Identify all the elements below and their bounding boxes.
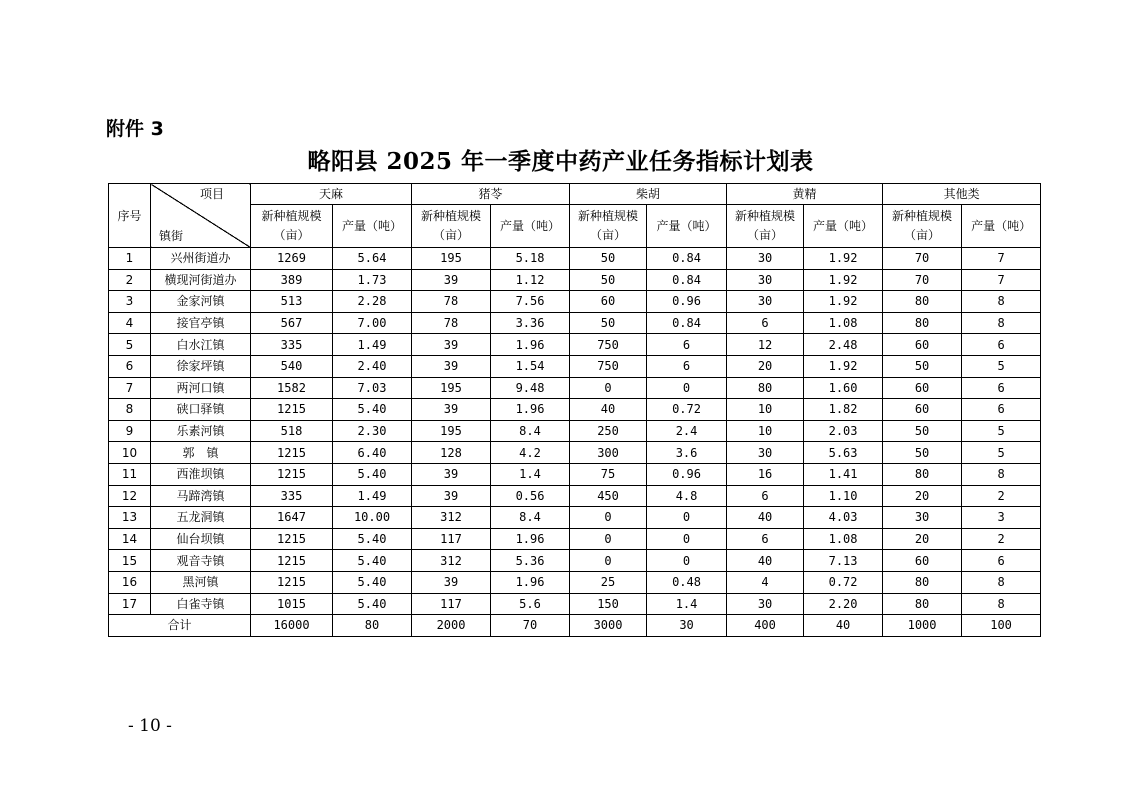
total-label: 合计	[109, 615, 251, 637]
cell-planting-scale: 16	[727, 463, 804, 485]
cell-output: 8	[962, 463, 1041, 485]
cell-output: 7.03	[333, 377, 412, 399]
cell-planting-scale: 50	[883, 442, 962, 464]
cell-output: 1.96	[491, 571, 570, 593]
header-output-tons: 产量（吨）	[962, 205, 1041, 248]
cell-output: 8	[962, 571, 1041, 593]
header-row-crops	[109, 184, 1041, 205]
cell-planting-scale: 0	[570, 507, 647, 529]
row-town: 接官亭镇	[151, 312, 251, 334]
cell-planting-scale: 312	[412, 507, 491, 529]
total-row	[109, 615, 1041, 637]
cell-output: 1.49	[333, 334, 412, 356]
cell-output: 1.10	[804, 485, 883, 507]
row-town: 兴州街道办	[151, 248, 251, 270]
cell-planting-scale: 0	[570, 528, 647, 550]
cell-planting-scale: 39	[412, 399, 491, 421]
cell-planting-scale: 6	[727, 312, 804, 334]
cell-output: 5.63	[804, 442, 883, 464]
cell-planting-scale: 1647	[251, 507, 333, 529]
total-output: 40	[804, 615, 883, 637]
table-row	[109, 377, 1041, 399]
cell-output: 0.56	[491, 485, 570, 507]
cell-planting-scale: 250	[570, 420, 647, 442]
cell-output: 4.8	[647, 485, 727, 507]
cell-planting-scale: 39	[412, 355, 491, 377]
header-new-planting-scale: 新种植规模（亩）	[412, 205, 491, 248]
cell-planting-scale: 1215	[251, 571, 333, 593]
row-town: 西淮坝镇	[151, 463, 251, 485]
cell-output: 3	[962, 507, 1041, 529]
table-row	[109, 248, 1041, 270]
cell-output: 5	[962, 420, 1041, 442]
row-seq: 10	[109, 442, 151, 464]
cell-output: 6	[647, 355, 727, 377]
cell-planting-scale: 78	[412, 312, 491, 334]
header-crop-chaihu: 柴胡	[570, 184, 727, 205]
cell-output: 5	[962, 442, 1041, 464]
cell-output: 0.84	[647, 248, 727, 270]
row-town: 白雀寺镇	[151, 593, 251, 615]
cell-planting-scale: 60	[883, 377, 962, 399]
header-seq: 序号	[109, 184, 151, 248]
cell-planting-scale: 70	[883, 248, 962, 270]
table-row	[109, 291, 1041, 313]
row-town: 郭 镇	[151, 442, 251, 464]
cell-output: 1.49	[333, 485, 412, 507]
cell-planting-scale: 70	[883, 269, 962, 291]
cell-output: 5.40	[333, 571, 412, 593]
cell-planting-scale: 39	[412, 463, 491, 485]
cell-output: 1.54	[491, 355, 570, 377]
header-crop-zhuling: 猪苓	[412, 184, 570, 205]
cell-planting-scale: 80	[883, 463, 962, 485]
header-town: 镇街	[159, 229, 184, 243]
row-seq: 3	[109, 291, 151, 313]
header-new-planting-scale: 新种植规模（亩）	[570, 205, 647, 248]
cell-output: 0.84	[647, 312, 727, 334]
cell-planting-scale: 1215	[251, 399, 333, 421]
cell-output: 1.73	[333, 269, 412, 291]
cell-planting-scale: 60	[883, 550, 962, 572]
table-row	[109, 485, 1041, 507]
cell-output: 5.40	[333, 463, 412, 485]
table-row	[109, 593, 1041, 615]
header-new-planting-scale: 新种植规模（亩）	[727, 205, 804, 248]
cell-output: 1.96	[491, 334, 570, 356]
cell-planting-scale: 540	[251, 355, 333, 377]
row-seq: 5	[109, 334, 151, 356]
cell-planting-scale: 513	[251, 291, 333, 313]
total-planting-scale: 1000	[883, 615, 962, 637]
cell-planting-scale: 4	[727, 571, 804, 593]
cell-planting-scale: 195	[412, 420, 491, 442]
cell-planting-scale: 30	[727, 248, 804, 270]
cell-planting-scale: 750	[570, 355, 647, 377]
cell-output: 7	[962, 248, 1041, 270]
cell-output: 5	[962, 355, 1041, 377]
cell-planting-scale: 195	[412, 377, 491, 399]
cell-output: 6	[647, 334, 727, 356]
cell-output: 7.56	[491, 291, 570, 313]
cell-planting-scale: 10	[727, 420, 804, 442]
cell-planting-scale: 20	[727, 355, 804, 377]
cell-output: 2.03	[804, 420, 883, 442]
header-crop-tianma: 天麻	[251, 184, 412, 205]
row-seq: 8	[109, 399, 151, 421]
cell-output: 6	[962, 334, 1041, 356]
cell-planting-scale: 335	[251, 485, 333, 507]
header-diagonal-cell	[151, 184, 251, 248]
table-row	[109, 528, 1041, 550]
row-seq: 9	[109, 420, 151, 442]
total-planting-scale: 2000	[412, 615, 491, 637]
header-output-tons: 产量（吨）	[804, 205, 883, 248]
table-row	[109, 269, 1041, 291]
cell-planting-scale: 60	[570, 291, 647, 313]
total-output: 100	[962, 615, 1041, 637]
row-town: 横现河街道办	[151, 269, 251, 291]
cell-planting-scale: 80	[727, 377, 804, 399]
cell-output: 1.96	[491, 399, 570, 421]
total-planting-scale: 400	[727, 615, 804, 637]
cell-output: 7	[962, 269, 1041, 291]
cell-output: 8.4	[491, 420, 570, 442]
row-town: 徐家坪镇	[151, 355, 251, 377]
row-seq: 7	[109, 377, 151, 399]
cell-planting-scale: 117	[412, 528, 491, 550]
cell-planting-scale: 0	[570, 377, 647, 399]
cell-planting-scale: 518	[251, 420, 333, 442]
cell-output: 9.48	[491, 377, 570, 399]
total-planting-scale: 3000	[570, 615, 647, 637]
header-new-planting-scale: 新种植规模（亩）	[883, 205, 962, 248]
cell-output: 1.08	[804, 528, 883, 550]
cell-output: 2	[962, 528, 1041, 550]
cell-output: 1.92	[804, 269, 883, 291]
cell-planting-scale: 50	[570, 248, 647, 270]
document-title: 略阳县 2025 年一季度中药产业任务指标计划表	[307, 148, 814, 175]
cell-output: 1.08	[804, 312, 883, 334]
cell-output: 1.4	[491, 463, 570, 485]
row-town: 马蹄湾镇	[151, 485, 251, 507]
cell-planting-scale: 80	[883, 571, 962, 593]
cell-output: 1.60	[804, 377, 883, 399]
cell-planting-scale: 39	[412, 485, 491, 507]
table-row	[109, 420, 1041, 442]
cell-output: 8.4	[491, 507, 570, 529]
cell-output: 3.36	[491, 312, 570, 334]
header-item: 项目	[199, 187, 224, 201]
cell-output: 1.4	[647, 593, 727, 615]
cell-output: 5.36	[491, 550, 570, 572]
cell-planting-scale: 1215	[251, 442, 333, 464]
cell-planting-scale: 128	[412, 442, 491, 464]
row-seq: 13	[109, 507, 151, 529]
header-crop-other: 其他类	[883, 184, 1041, 205]
cell-output: 5.40	[333, 550, 412, 572]
cell-output: 0	[647, 377, 727, 399]
cell-planting-scale: 6	[727, 528, 804, 550]
table-row	[109, 355, 1041, 377]
cell-output: 4.03	[804, 507, 883, 529]
header-crop-huangjing: 黄精	[727, 184, 883, 205]
cell-output: 1.92	[804, 291, 883, 313]
row-seq: 1	[109, 248, 151, 270]
cell-output: 0.84	[647, 269, 727, 291]
table-row	[109, 507, 1041, 529]
cell-planting-scale: 50	[883, 420, 962, 442]
cell-output: 5.40	[333, 528, 412, 550]
header-output-tons: 产量（吨）	[647, 205, 727, 248]
cell-planting-scale: 1215	[251, 550, 333, 572]
cell-output: 5.40	[333, 399, 412, 421]
cell-output: 5.6	[491, 593, 570, 615]
cell-output: 0	[647, 550, 727, 572]
page-number: - 10 -	[128, 716, 172, 736]
cell-planting-scale: 50	[883, 355, 962, 377]
row-seq: 12	[109, 485, 151, 507]
cell-output: 1.92	[804, 248, 883, 270]
row-town: 两河口镇	[151, 377, 251, 399]
cell-planting-scale: 300	[570, 442, 647, 464]
cell-planting-scale: 1582	[251, 377, 333, 399]
row-seq: 14	[109, 528, 151, 550]
cell-planting-scale: 0	[570, 550, 647, 572]
row-town: 白水江镇	[151, 334, 251, 356]
row-seq: 4	[109, 312, 151, 334]
row-seq: 17	[109, 593, 151, 615]
cell-output: 1.92	[804, 355, 883, 377]
cell-planting-scale: 39	[412, 334, 491, 356]
cell-output: 2	[962, 485, 1041, 507]
cell-planting-scale: 80	[883, 593, 962, 615]
cell-planting-scale: 312	[412, 550, 491, 572]
cell-planting-scale: 1215	[251, 528, 333, 550]
cell-output: 7.13	[804, 550, 883, 572]
cell-output: 2.4	[647, 420, 727, 442]
cell-output: 8	[962, 312, 1041, 334]
cell-output: 2.28	[333, 291, 412, 313]
total-output: 30	[647, 615, 727, 637]
cell-output: 0.48	[647, 571, 727, 593]
row-town: 金家河镇	[151, 291, 251, 313]
cell-output: 10.00	[333, 507, 412, 529]
cell-planting-scale: 195	[412, 248, 491, 270]
cell-output: 2.30	[333, 420, 412, 442]
task-plan-table	[108, 183, 1041, 637]
cell-output: 5.40	[333, 593, 412, 615]
cell-planting-scale: 40	[570, 399, 647, 421]
cell-planting-scale: 25	[570, 571, 647, 593]
cell-planting-scale: 30	[727, 593, 804, 615]
cell-planting-scale: 1015	[251, 593, 333, 615]
row-seq: 2	[109, 269, 151, 291]
row-seq: 15	[109, 550, 151, 572]
cell-output: 2.48	[804, 334, 883, 356]
row-seq: 16	[109, 571, 151, 593]
cell-planting-scale: 6	[727, 485, 804, 507]
cell-planting-scale: 389	[251, 269, 333, 291]
row-town: 观音寺镇	[151, 550, 251, 572]
cell-output: 3.6	[647, 442, 727, 464]
cell-planting-scale: 10	[727, 399, 804, 421]
total-planting-scale: 16000	[251, 615, 333, 637]
cell-planting-scale: 40	[727, 507, 804, 529]
total-output: 70	[491, 615, 570, 637]
cell-planting-scale: 335	[251, 334, 333, 356]
cell-output: 2.40	[333, 355, 412, 377]
table-row	[109, 463, 1041, 485]
row-town: 仙台坝镇	[151, 528, 251, 550]
cell-planting-scale: 567	[251, 312, 333, 334]
cell-planting-scale: 78	[412, 291, 491, 313]
row-town: 硖口驿镇	[151, 399, 251, 421]
attachment-label: 附件 3	[106, 118, 164, 140]
cell-output: 5.64	[333, 248, 412, 270]
cell-output: 4.2	[491, 442, 570, 464]
cell-planting-scale: 60	[883, 399, 962, 421]
cell-planting-scale: 50	[570, 269, 647, 291]
table-row	[109, 550, 1041, 572]
cell-output: 6	[962, 399, 1041, 421]
cell-output: 1.96	[491, 528, 570, 550]
row-seq: 6	[109, 355, 151, 377]
cell-output: 0.72	[804, 571, 883, 593]
row-town: 五龙洞镇	[151, 507, 251, 529]
table-row	[109, 399, 1041, 421]
row-town: 黑河镇	[151, 571, 251, 593]
cell-output: 6	[962, 377, 1041, 399]
table-row	[109, 442, 1041, 464]
cell-planting-scale: 39	[412, 269, 491, 291]
cell-output: 2.20	[804, 593, 883, 615]
cell-output: 8	[962, 291, 1041, 313]
cell-output: 1.41	[804, 463, 883, 485]
cell-planting-scale: 40	[727, 550, 804, 572]
cell-planting-scale: 39	[412, 571, 491, 593]
cell-output: 0	[647, 507, 727, 529]
cell-planting-scale: 30	[727, 442, 804, 464]
cell-planting-scale: 30	[883, 507, 962, 529]
cell-planting-scale: 30	[727, 291, 804, 313]
cell-output: 6	[962, 550, 1041, 572]
cell-planting-scale: 750	[570, 334, 647, 356]
cell-output: 0.72	[647, 399, 727, 421]
cell-planting-scale: 1215	[251, 463, 333, 485]
header-new-planting-scale: 新种植规模（亩）	[251, 205, 333, 248]
cell-output: 8	[962, 593, 1041, 615]
cell-planting-scale: 50	[570, 312, 647, 334]
cell-output: 5.18	[491, 248, 570, 270]
total-output: 80	[333, 615, 412, 637]
table-row	[109, 571, 1041, 593]
cell-planting-scale: 12	[727, 334, 804, 356]
header-output-tons: 产量（吨）	[333, 205, 412, 248]
cell-planting-scale: 117	[412, 593, 491, 615]
cell-output: 0	[647, 528, 727, 550]
cell-planting-scale: 1269	[251, 248, 333, 270]
cell-planting-scale: 20	[883, 528, 962, 550]
cell-planting-scale: 20	[883, 485, 962, 507]
cell-planting-scale: 30	[727, 269, 804, 291]
cell-output: 1.12	[491, 269, 570, 291]
cell-output: 0.96	[647, 463, 727, 485]
cell-planting-scale: 450	[570, 485, 647, 507]
cell-planting-scale: 80	[883, 312, 962, 334]
cell-output: 7.00	[333, 312, 412, 334]
cell-planting-scale: 75	[570, 463, 647, 485]
row-town: 乐素河镇	[151, 420, 251, 442]
header-output-tons: 产量（吨）	[491, 205, 570, 248]
cell-planting-scale: 80	[883, 291, 962, 313]
row-seq: 11	[109, 463, 151, 485]
table-row	[109, 312, 1041, 334]
cell-planting-scale: 150	[570, 593, 647, 615]
table-row	[109, 334, 1041, 356]
cell-output: 6.40	[333, 442, 412, 464]
cell-output: 1.82	[804, 399, 883, 421]
cell-planting-scale: 60	[883, 334, 962, 356]
cell-output: 0.96	[647, 291, 727, 313]
